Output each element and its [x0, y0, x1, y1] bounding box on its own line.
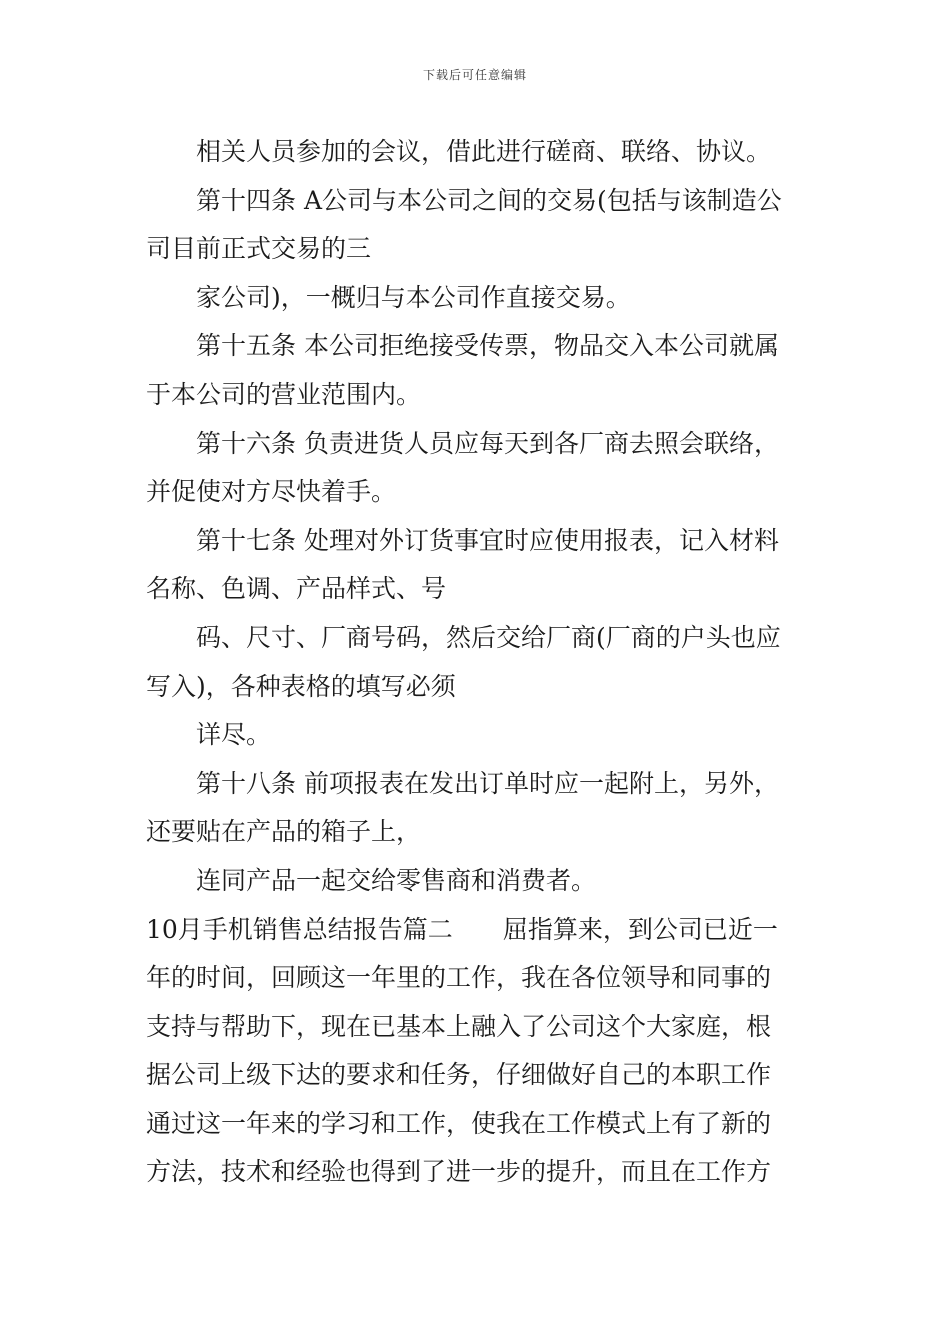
text-line: 方法，技术和经验也得到了进一步的提升，而且在工作方: [146, 1157, 772, 1187]
text-line: 司目前正式交易的三: [146, 234, 372, 264]
text-line: 支持与帮助下，现在已基本上融入了公司这个大家庭，根: [146, 1011, 772, 1041]
text-line: 年的时间，回顾这一年里的工作，我在各位领导和同事的: [146, 963, 772, 993]
text-line: 据公司上级下达的要求和任务，仔细做好自己的本职工作: [146, 1060, 772, 1090]
text-line: 第十五条 本公司拒绝接受传票，物品交入本公司就属: [196, 331, 779, 361]
text-line: 第十七条 处理对外订货事宜时应使用报表，记入材料: [196, 525, 779, 555]
page-header: 下载后可任意编辑: [422, 68, 527, 82]
text-line: 第十四条 A公司与本公司之间的交易(包括与该制造公: [196, 185, 782, 215]
text-line: 家公司)，一概归与本公司作直接交易。: [196, 282, 631, 312]
text-line: 详尽。: [196, 720, 272, 750]
text-line: 于本公司的营业范围内。: [146, 379, 422, 409]
text-line: 名称、色调、产品样式、号: [146, 574, 447, 604]
text-line: 码、尺寸、厂商号码，然后交给厂商(厂商的户头也应: [196, 622, 781, 652]
document-body: [146, 128, 816, 1197]
text-line: 通过这一年来的学习和工作，使我在工作模式上有了新的: [146, 1108, 772, 1138]
section-heading-line: 10月手机销售总结报告篇二 屈指算来，到公司已近一: [146, 914, 778, 944]
text-line: 还要贴在产品的箱子上，: [146, 817, 422, 847]
text-line: 并促使对方尽快着手。: [146, 477, 397, 507]
text-line: 第十六条 负责进货人员应每天到各厂商去照会联络，: [196, 428, 779, 458]
text-line: 写入)，各种表格的填写必须: [146, 671, 456, 701]
text-line: 相关人员参加的会议，借此进行磋商、联络、协议。: [196, 137, 772, 166]
text-line: 第十八条 前项报表在发出订单时应一起附上，另外，: [196, 768, 779, 798]
text-line: 连同产品一起交给零售商和消费者。: [196, 865, 597, 895]
